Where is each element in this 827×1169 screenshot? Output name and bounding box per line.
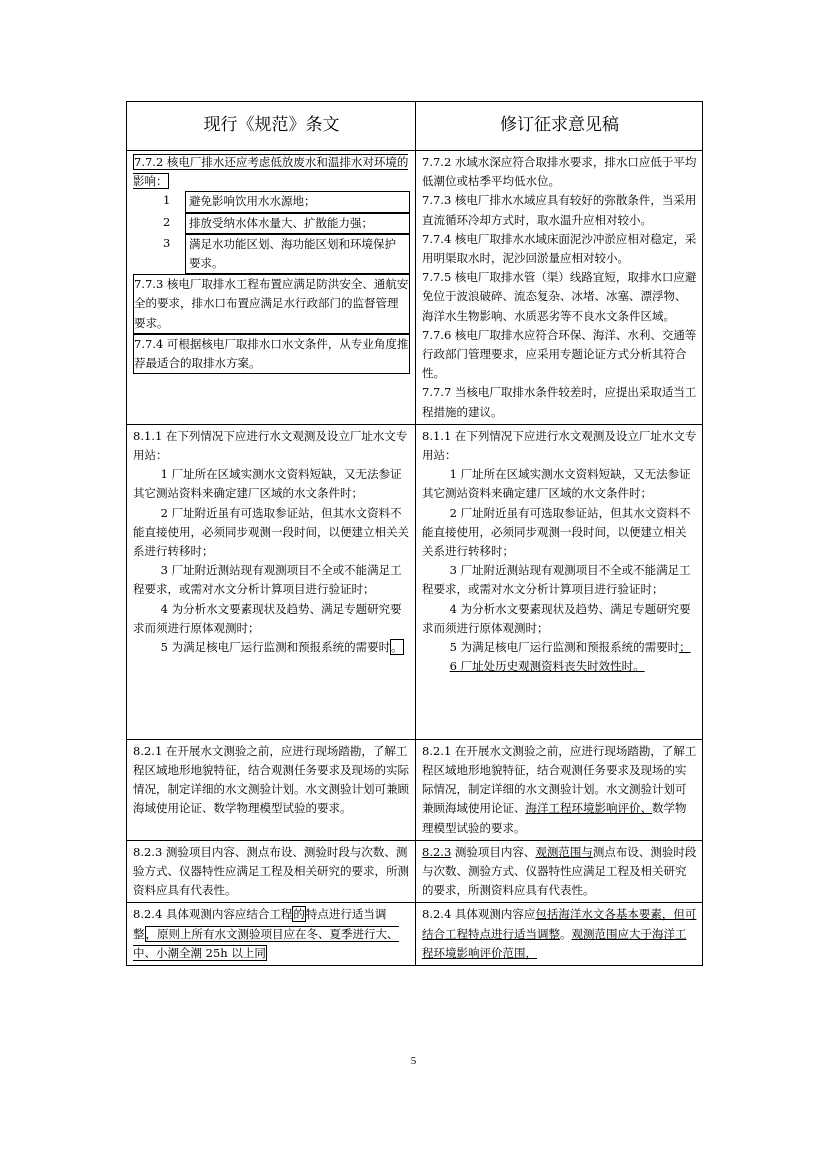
cell-revision-8-2-1: 8.2.1 在开展水文测验之前，应进行现场踏勘，了解工程区域地形地貌特征，结合观测任务要求及现场的实际情况，制定详细的水文测验计划。水文测验计划可兼顾海域使用论证、海洋工程环境影响评价、数学物理模型试验的要求。	[416, 739, 703, 840]
clause-7-7-5-revision: 7.7.5 核电厂取排水管（渠）线路宜短，取排水口应避免位于波浪破碎、流态复杂、冰堵、冰塞、漂浮物、海洋水生物影响、水质恶劣等不良水文条件区域。	[422, 270, 697, 323]
table-row	[127, 151, 703, 425]
comparison-table	[126, 101, 703, 966]
clause-7-7-4-current: 7.7.4 可根据核电厂取排水口水文条件，从专业角度推荐最适合的取排水方案。	[133, 334, 410, 374]
added-item-6: 6 厂址处历史观测资料丧失时效性时。	[449, 659, 645, 674]
list-item: 2 排放受纳水体水量大、扩散能力强；	[133, 213, 410, 234]
table-row	[127, 903, 703, 966]
cell-revision-8-2-4: 8.2.4 具体观测内容应包括海洋水文各基本要素，但可结合工程特点进行适当调整。观测范围应大于海洋工程环境影响评价范围，	[416, 903, 703, 966]
clause-7-7-4-revision: 7.7.4 核电厂取排水水域床面泥沙冲淤应相对稳定，采用明渠取水时，泥沙回淤量应相对较小。	[422, 231, 697, 266]
list-item: 1 避免影响饮用水水源地；	[133, 191, 410, 212]
clause-7-7-2-revision: 7.7.2 水域水深应符合取排水要求，排水口应低于平均低潮位或枯季平均低水位。	[422, 155, 697, 189]
cell-revision-8-2-3: 8.2.3 测验项目内容、观测范围与测点布设、测验时段与次数、测验方式、仪器特性应满足工程及相关研究的要求，所测资料应具有代表性。	[416, 840, 703, 903]
clause-7-7-2-current: 7.7.2 核电厂排水还应考虑低放废水和温排水对环境的影响：	[133, 155, 409, 189]
table-row	[127, 840, 703, 903]
table-row	[127, 424, 703, 739]
cell-current-8-1-1: 8.1.1 在下列情况下应进行水文观测及设立厂址水文专用站： 1 厂址所在区域实测水文资料短缺，又无法参证其它测站资料来确定建厂区域的水文条件时； 2 厂址附近虽有可选取参证站，但其水文资料不能直接使用，必须同步观测一段时间，以便建立相关关系进行转移时； 3 厂址附近测站现有观测项目不全或不能满足工程要求，或需对水文分析计算项目进行验证时； 4 为分析水文要素现状及趋势、满足专题研究要求而须进行原体观测时； 5 为满足核电厂运行监测和预报系统的需要时。	[127, 424, 416, 739]
cell-revision-8-1-1: 8.1.1 在下列情况下应进行水文观测及设立厂址水文专用站： 1 厂址所在区域实测水文资料短缺，又无法参证其它测站资料来确定建厂区域的水文条件时； 2 厂址附近虽有可选取参证站，但其水文资料不能直接使用，必须同步观测一段时间，以便建立相关关系进行转移时； 3 厂址附近测站现有观测项目不全或不能满足工程要求，或需对水文分析计算项目进行验证时； 4 为分析水文要素现状及趋势、满足专题研究要求而须进行原体观测时； 5 为满足核电厂运行监测和预报系统的需要时； 6 厂址处历史观测资料丧失时效性时。	[416, 424, 703, 739]
clause-7-7-3-revision: 7.7.3 核电厂排水水域应具有较好的弥散条件，当采用直流循环冷却方式时，取水温升应相对较小。	[422, 193, 697, 227]
clause-7-7-6-revision: 7.7.6 核电厂取排水应符合环保、海洋、水利、交通等行政部门管理要求，应采用专题论证方式分析其符合性。	[422, 327, 697, 381]
page-number: 5	[410, 1055, 417, 1067]
cell-revision-7-7	[416, 151, 703, 425]
header-current-clauses: 现行《规范》条文	[127, 102, 416, 151]
header-revision-draft: 修订征求意见稿	[416, 102, 703, 151]
cell-current-7-7	[127, 151, 416, 425]
clause-7-7-7-revision: 7.7.7 当核电厂取排水条件较差时，应提出采取适当工程措施的建议。	[422, 385, 697, 419]
cell-current-8-2-3: 8.2.3 测验项目内容、测点布设、测验时段与次数、测验方式、仪器特性应满足工程及相关研究的要求，所测资料应具有代表性。	[127, 840, 416, 903]
clause-7-7-3-current: 7.7.3 核电厂取排水工程布置应满足防洪安全、通航安全的要求，排水口布置应满足水行政部门的监督管理要求。	[133, 274, 410, 334]
cell-current-8-2-4: 8.2.4 具体观测内容应结合工程的特点进行适当调整，原则上所有水文测验项目应在冬、夏季进行大、中、小潮全潮 25h 以上同	[127, 903, 416, 966]
cell-current-8-2-1: 8.2.1 在开展水文测验之前，应进行现场踏勘，了解工程区域地形地貌特征，结合观测任务要求及现场的实际情况，制定详细的水文测验计划。水文测验计划可兼顾海域使用论证、数学物理模型试验的要求。	[127, 739, 416, 840]
table-header-row	[127, 102, 703, 151]
table-row	[127, 739, 703, 840]
list-item: 3 满足水功能区划、海功能区划和环境保护要求。	[133, 234, 410, 274]
